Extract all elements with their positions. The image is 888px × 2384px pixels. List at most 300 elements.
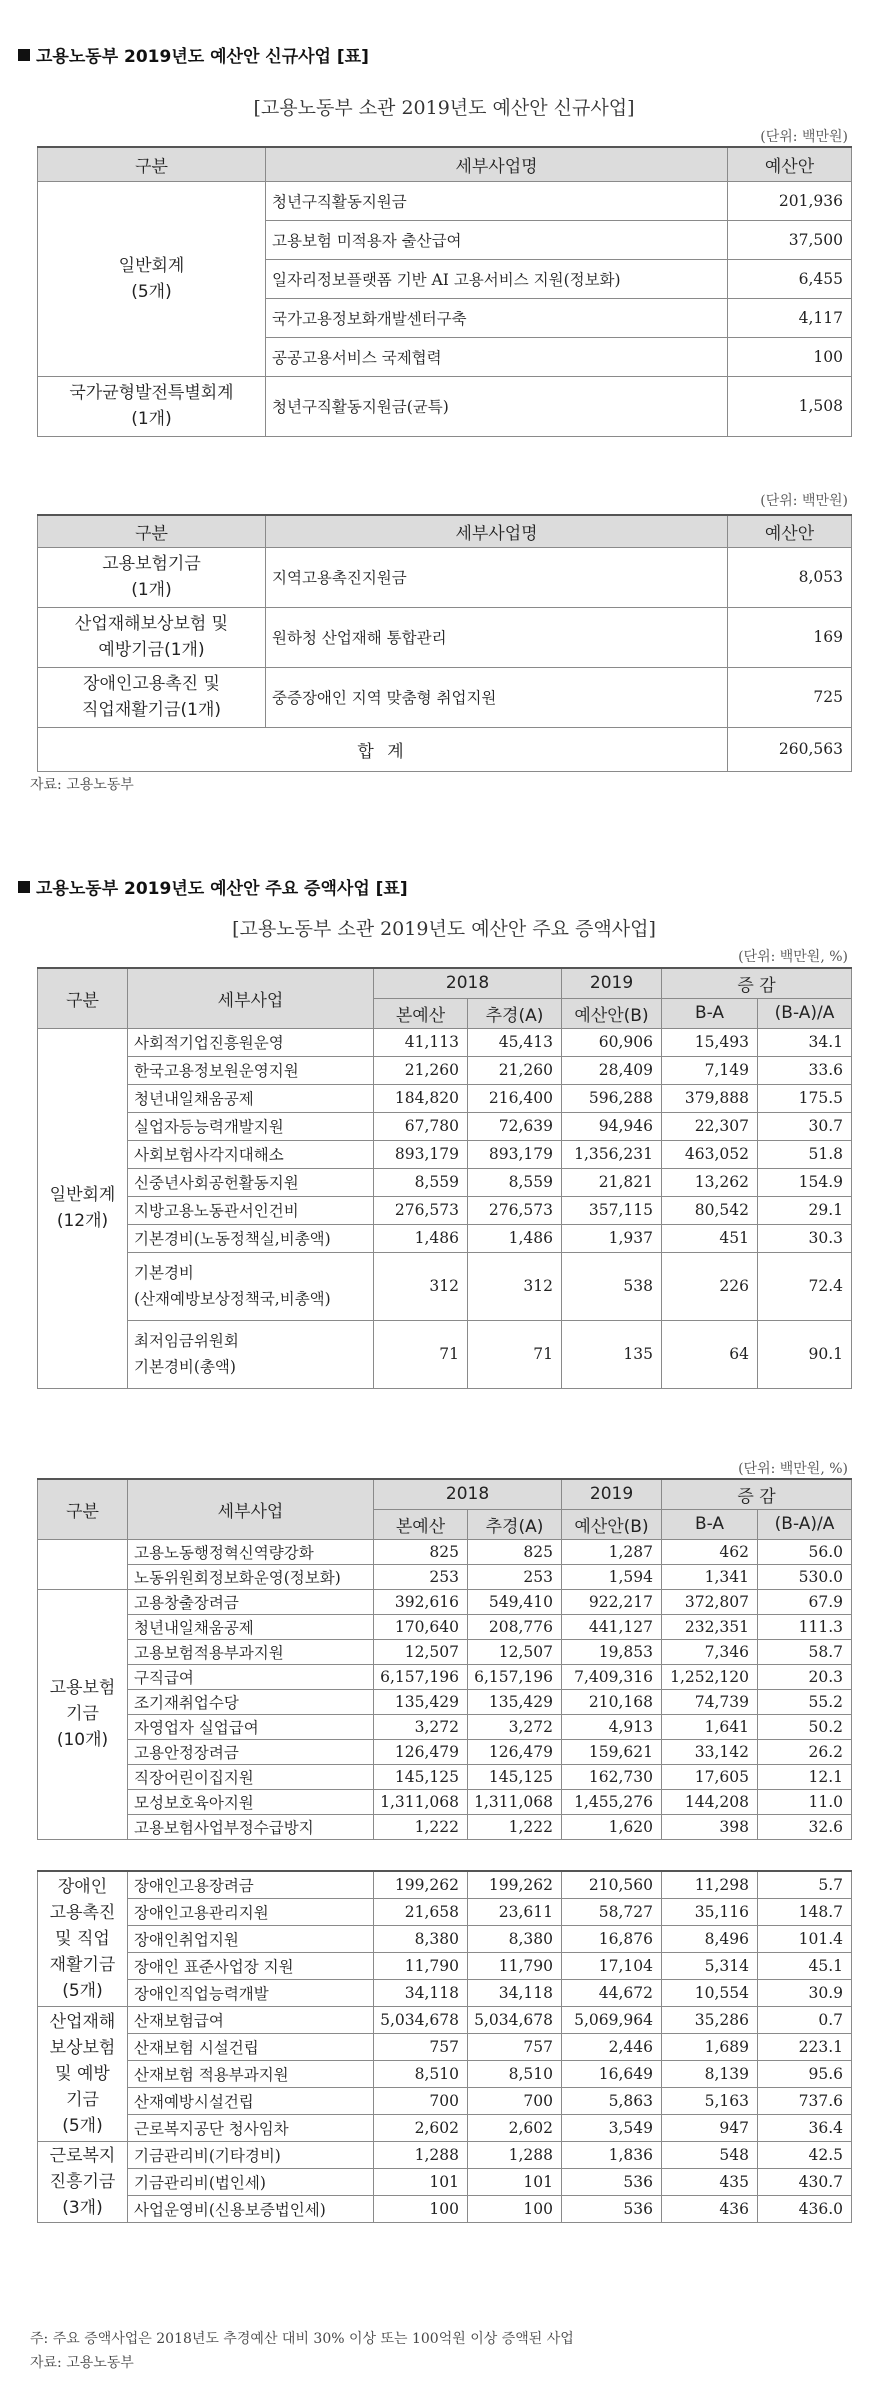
cell-value: 312 xyxy=(468,1252,562,1320)
project-name: 청년구직활동지원금 xyxy=(266,181,728,220)
project-name: 근로복지공단 청사임차 xyxy=(128,2114,374,2141)
cell-value: 15,493 xyxy=(662,1028,758,1056)
category-cell: 근로복지 진흥기금 (3개) xyxy=(38,2141,128,2222)
table-row xyxy=(38,1196,852,1224)
cell-value: 12,507 xyxy=(468,1639,562,1664)
header-bapct: (B-A)/A xyxy=(758,1509,852,1539)
cell-value: 94,946 xyxy=(562,1112,662,1140)
cell-value: 276,573 xyxy=(374,1196,468,1224)
section1-unit: (단위: 백만원) xyxy=(760,129,848,145)
cell-value: 13,262 xyxy=(662,1168,758,1196)
table-row xyxy=(38,2033,852,2060)
project-name: 산재보험 적용부과지원 xyxy=(128,2060,374,2087)
cell-value: 11,298 xyxy=(662,1871,758,1898)
budget-value: 8,053 xyxy=(728,547,852,607)
project-name: 실업자등능력개발지원 xyxy=(128,1112,374,1140)
cell-value: 5,163 xyxy=(662,2087,758,2114)
cell-value: 144,208 xyxy=(662,1789,758,1814)
cell-value: 80,542 xyxy=(662,1196,758,1224)
project-name: 장애인직업능력개발 xyxy=(128,1979,374,2006)
cell-value: 700 xyxy=(468,2087,562,2114)
cell-value: 11.0 xyxy=(758,1789,852,1814)
header-change: 증 감 xyxy=(662,968,852,998)
cell-value: 2,446 xyxy=(562,2033,662,2060)
cell-value: 5,069,964 xyxy=(562,2006,662,2033)
header-saupmyeong: 세부사업명 xyxy=(266,515,728,547)
section2-unit-2: (단위: 백만원, %) xyxy=(738,1461,848,1477)
cell-value: 126,479 xyxy=(374,1739,468,1764)
cell-value: 1,311,068 xyxy=(374,1789,468,1814)
cell-value: 548 xyxy=(662,2141,758,2168)
cell-value: 35,116 xyxy=(662,1898,758,1925)
cell-value: 30.7 xyxy=(758,1112,852,1140)
project-name: 중증장애인 지역 맞춤형 취업지원 xyxy=(266,667,728,727)
header-gubun: 구분 xyxy=(38,1479,128,1539)
project-name: 산재예방시설건립 xyxy=(128,2087,374,2114)
header-yesanan: 예산안 xyxy=(728,147,852,181)
table-row xyxy=(38,1664,852,1689)
cell-value: 42.5 xyxy=(758,2141,852,2168)
cell-value: 5.7 xyxy=(758,1871,852,1898)
cell-value: 34.1 xyxy=(758,1028,852,1056)
cell-value: 41,113 xyxy=(374,1028,468,1056)
project-name: 공공고용서비스 국제협력 xyxy=(266,337,728,376)
cell-value: 825 xyxy=(374,1539,468,1564)
cell-value: 71 xyxy=(374,1320,468,1388)
total-row xyxy=(38,727,852,771)
cell-value: 58,727 xyxy=(562,1898,662,1925)
cell-value: 126,479 xyxy=(468,1739,562,1764)
cell-value: 55.2 xyxy=(758,1689,852,1714)
project-name: 산재보험급여 xyxy=(128,2006,374,2033)
project-name: 장애인취업지원 xyxy=(128,1925,374,1952)
section1-heading: 고용노동부 2019년도 예산안 신규사업 [표] xyxy=(18,42,369,67)
header-saup: 세부사업 xyxy=(128,1479,374,1539)
new-projects-table-b xyxy=(37,514,852,772)
section2-source: 자료: 고용노동부 xyxy=(30,2355,134,2371)
cell-value: 12,507 xyxy=(374,1639,468,1664)
cell-value: 148.7 xyxy=(758,1898,852,1925)
cell-value: 22,307 xyxy=(662,1112,758,1140)
cell-value: 8,510 xyxy=(468,2060,562,2087)
cell-value: 1,455,276 xyxy=(562,1789,662,1814)
header-gubun: 구분 xyxy=(38,968,128,1028)
cell-value: 34,118 xyxy=(468,1979,562,2006)
cell-value: 5,863 xyxy=(562,2087,662,2114)
cell-value: 51.8 xyxy=(758,1140,852,1168)
cell-value: 536 xyxy=(562,2195,662,2222)
cell-value: 12.1 xyxy=(758,1764,852,1789)
cell-value: 175.5 xyxy=(758,1084,852,1112)
cell-value: 3,549 xyxy=(562,2114,662,2141)
header-2018: 2018 xyxy=(374,1479,562,1509)
project-name: 고용노동행정혁신역량강화 xyxy=(128,1539,374,1564)
table-row xyxy=(38,1539,852,1564)
cell-value: 825 xyxy=(468,1539,562,1564)
cell-value: 208,776 xyxy=(468,1614,562,1639)
table-row xyxy=(38,181,852,220)
project-name: 한국고용정보원운영지원 xyxy=(128,1056,374,1084)
cell-value: 1,937 xyxy=(562,1224,662,1252)
increase-projects-table-e xyxy=(37,1870,852,2223)
cell-value: 20.3 xyxy=(758,1664,852,1689)
budget-value: 1,508 xyxy=(728,376,852,436)
cell-value: 6,157,196 xyxy=(468,1664,562,1689)
header-ba: B-A xyxy=(662,998,758,1028)
cell-value: 7,409,316 xyxy=(562,1664,662,1689)
cell-value: 1,287 xyxy=(562,1539,662,1564)
cell-value: 3,272 xyxy=(374,1714,468,1739)
cell-value: 253 xyxy=(374,1564,468,1589)
cell-value: 530.0 xyxy=(758,1564,852,1589)
cell-value: 34,118 xyxy=(374,1979,468,2006)
category-cell: 국가균형발전특별회계 (1개) xyxy=(38,376,266,436)
budget-value: 169 xyxy=(728,607,852,667)
cell-value: 33,142 xyxy=(662,1739,758,1764)
cell-value: 1,252,120 xyxy=(662,1664,758,1689)
project-name: 고용창출장려금 xyxy=(128,1589,374,1614)
cell-value: 30.9 xyxy=(758,1979,852,2006)
cell-value: 451 xyxy=(662,1224,758,1252)
category-cell: 일반회계 (12개) xyxy=(38,1028,128,1388)
project-name: 기금관리비(기타경비) xyxy=(128,2141,374,2168)
cell-value: 1,641 xyxy=(662,1714,758,1739)
cell-value: 101 xyxy=(468,2168,562,2195)
table-row xyxy=(38,1639,852,1664)
cell-value: 1,311,068 xyxy=(468,1789,562,1814)
cell-value: 17,104 xyxy=(562,1952,662,1979)
cell-value: 72.4 xyxy=(758,1252,852,1320)
project-name: 기금관리비(법인세) xyxy=(128,2168,374,2195)
cell-value: 8,559 xyxy=(374,1168,468,1196)
table-row xyxy=(38,1140,852,1168)
category-cell: 산업재해 보상보험 및 예방 기금 (5개) xyxy=(38,2006,128,2141)
header-gubun: 구분 xyxy=(38,147,266,181)
cell-value: 893,179 xyxy=(468,1140,562,1168)
table-header-row xyxy=(38,147,852,181)
cell-value: 1,620 xyxy=(562,1814,662,1839)
table-row xyxy=(38,547,852,607)
project-name: 장애인 표준사업장 지원 xyxy=(128,1952,374,1979)
header-bon: 본예산 xyxy=(374,1509,468,1539)
cell-value: 312 xyxy=(374,1252,468,1320)
cell-value: 71 xyxy=(468,1320,562,1388)
cell-value: 145,125 xyxy=(468,1764,562,1789)
budget-value: 100 xyxy=(728,337,852,376)
cell-value: 372,807 xyxy=(662,1589,758,1614)
table-row xyxy=(38,1589,852,1614)
cell-value: 379,888 xyxy=(662,1084,758,1112)
table-row xyxy=(38,1084,852,1112)
cell-value: 463,052 xyxy=(662,1140,758,1168)
cell-value: 435 xyxy=(662,2168,758,2195)
table-header-row xyxy=(38,968,852,998)
cell-value: 154.9 xyxy=(758,1168,852,1196)
cell-value: 3,272 xyxy=(468,1714,562,1739)
cell-value: 253 xyxy=(468,1564,562,1589)
cell-value: 21,658 xyxy=(374,1898,468,1925)
table-row xyxy=(38,376,852,436)
cell-value: 8,380 xyxy=(468,1925,562,1952)
project-name: 기본경비(노동정책실,비총액) xyxy=(128,1224,374,1252)
cell-value: 947 xyxy=(662,2114,758,2141)
cell-value: 1,486 xyxy=(374,1224,468,1252)
cell-value: 1,836 xyxy=(562,2141,662,2168)
square-bullet-icon xyxy=(18,881,30,893)
cell-value: 1,222 xyxy=(374,1814,468,1839)
category-cell: 장애인고용촉진 및 직업재활기금(1개) xyxy=(38,667,266,727)
category-cell: 장애인 고용촉진 및 직업 재활기금 (5개) xyxy=(38,1871,128,2006)
cell-value: 757 xyxy=(468,2033,562,2060)
table-row xyxy=(38,1320,852,1388)
project-name: 최저임금위원회 기본경비(총액) xyxy=(128,1320,374,1388)
header-yesan: 예산안(B) xyxy=(562,998,662,1028)
table-row xyxy=(38,2195,852,2222)
cell-value: 29.1 xyxy=(758,1196,852,1224)
increase-projects-table-d xyxy=(37,1478,852,1840)
cell-value: 7,149 xyxy=(662,1056,758,1084)
cell-value: 392,616 xyxy=(374,1589,468,1614)
cell-value: 56.0 xyxy=(758,1539,852,1564)
cell-value: 8,139 xyxy=(662,2060,758,2087)
total-label: 합 계 xyxy=(38,727,728,771)
cell-value: 357,115 xyxy=(562,1196,662,1224)
header-2018: 2018 xyxy=(374,968,562,998)
table-row xyxy=(38,1224,852,1252)
header-bapct: (B-A)/A xyxy=(758,998,852,1028)
table-row xyxy=(38,1925,852,1952)
cell-value: 210,560 xyxy=(562,1871,662,1898)
header-saupmyeong: 세부사업명 xyxy=(266,147,728,181)
cell-value: 36.4 xyxy=(758,2114,852,2141)
cell-value: 100 xyxy=(468,2195,562,2222)
project-name: 사업운영비(신용보증법인세) xyxy=(128,2195,374,2222)
project-name: 조기재취업수당 xyxy=(128,1689,374,1714)
cell-value: 1,288 xyxy=(468,2141,562,2168)
cell-value: 6,157,196 xyxy=(374,1664,468,1689)
project-name: 청년내일채움공제 xyxy=(128,1614,374,1639)
table-row xyxy=(38,2087,852,2114)
table-row xyxy=(38,1952,852,1979)
cell-value: 58.7 xyxy=(758,1639,852,1664)
cell-value: 33.6 xyxy=(758,1056,852,1084)
project-name: 고용안정장려금 xyxy=(128,1739,374,1764)
cell-value: 45,413 xyxy=(468,1028,562,1056)
project-name: 고용보험적용부과지원 xyxy=(128,1639,374,1664)
cell-value: 10,554 xyxy=(662,1979,758,2006)
cell-value: 35,286 xyxy=(662,2006,758,2033)
table-row xyxy=(38,1979,852,2006)
table-row xyxy=(38,1028,852,1056)
total-value: 260,563 xyxy=(728,727,852,771)
cell-value: 1,486 xyxy=(468,1224,562,1252)
cell-value: 210,168 xyxy=(562,1689,662,1714)
table-row xyxy=(38,1739,852,1764)
table-row xyxy=(38,1168,852,1196)
header-gubun: 구분 xyxy=(38,515,266,547)
cell-value: 216,400 xyxy=(468,1084,562,1112)
cell-value: 16,876 xyxy=(562,1925,662,1952)
project-name: 고용보험사업부정수급방지 xyxy=(128,1814,374,1839)
cell-value: 60,906 xyxy=(562,1028,662,1056)
cell-value: 223.1 xyxy=(758,2033,852,2060)
square-bullet-icon xyxy=(18,49,30,61)
project-name: 노동위원회정보화운영(정보화) xyxy=(128,1564,374,1589)
cell-value: 44,672 xyxy=(562,1979,662,2006)
table-row xyxy=(38,1056,852,1084)
cell-value: 19,853 xyxy=(562,1639,662,1664)
budget-value: 4,117 xyxy=(728,298,852,337)
section1-unit-2: (단위: 백만원) xyxy=(760,493,848,509)
cell-value: 549,410 xyxy=(468,1589,562,1614)
table-row xyxy=(38,1898,852,1925)
project-name: 직장어린이집지원 xyxy=(128,1764,374,1789)
cell-value: 74,739 xyxy=(662,1689,758,1714)
cell-value: 145,125 xyxy=(374,1764,468,1789)
section2-unit: (단위: 백만원, %) xyxy=(738,949,848,965)
cell-value: 4,913 xyxy=(562,1714,662,1739)
cell-value: 8,496 xyxy=(662,1925,758,1952)
section1-caption: [고용노동부 소관 2019년도 예산안 신규사업] xyxy=(253,97,635,119)
category-cell: 일반회계 (5개) xyxy=(38,181,266,376)
project-name: 모성보호육아지원 xyxy=(128,1789,374,1814)
cell-value: 7,346 xyxy=(662,1639,758,1664)
project-name: 청년내일채움공제 xyxy=(128,1084,374,1112)
category-cell: 산업재해보상보험 및 예방기금(1개) xyxy=(38,607,266,667)
table-row xyxy=(38,1112,852,1140)
new-projects-table-a xyxy=(37,146,852,437)
cell-value: 111.3 xyxy=(758,1614,852,1639)
cell-value: 23,611 xyxy=(468,1898,562,1925)
project-name: 기본경비 (산재예방보상정책국,비총액) xyxy=(128,1252,374,1320)
project-name: 장애인고용장려금 xyxy=(128,1871,374,1898)
header-change: 증 감 xyxy=(662,1479,852,1509)
section1-source: 자료: 고용노동부 xyxy=(30,777,134,793)
header-2019: 2019 xyxy=(562,1479,662,1509)
cell-value: 11,790 xyxy=(468,1952,562,1979)
project-name: 지방고용노동관서인건비 xyxy=(128,1196,374,1224)
table-row xyxy=(38,1871,852,1898)
cell-value: 436.0 xyxy=(758,2195,852,2222)
cell-value: 135,429 xyxy=(468,1689,562,1714)
cell-value: 16,649 xyxy=(562,2060,662,2087)
cell-value: 922,217 xyxy=(562,1589,662,1614)
cell-value: 95.6 xyxy=(758,2060,852,2087)
project-name: 사회적기업진흥원운영 xyxy=(128,1028,374,1056)
table-header-row xyxy=(38,1479,852,1509)
table-row xyxy=(38,1814,852,1839)
cell-value: 462 xyxy=(662,1539,758,1564)
cell-value: 5,314 xyxy=(662,1952,758,1979)
cell-value: 1,288 xyxy=(374,2141,468,2168)
cell-value: 1,222 xyxy=(468,1814,562,1839)
cell-value: 737.6 xyxy=(758,2087,852,2114)
cell-value: 8,559 xyxy=(468,1168,562,1196)
cell-value: 276,573 xyxy=(468,1196,562,1224)
cell-value: 17,605 xyxy=(662,1764,758,1789)
budget-value: 6,455 xyxy=(728,259,852,298)
cell-value: 67,780 xyxy=(374,1112,468,1140)
cell-value: 45.1 xyxy=(758,1952,852,1979)
table-row xyxy=(38,1614,852,1639)
table-row xyxy=(38,2114,852,2141)
cell-value: 135,429 xyxy=(374,1689,468,1714)
table-row xyxy=(38,667,852,727)
section2-heading: 고용노동부 2019년도 예산안 주요 증액사업 [표] xyxy=(18,874,408,899)
category-cell: 고용보험 기금 (10개) xyxy=(38,1589,128,1839)
project-name: 신중년사회공헌활동지원 xyxy=(128,1168,374,1196)
increase-projects-table-c xyxy=(37,967,852,1389)
cell-value: 5,034,678 xyxy=(468,2006,562,2033)
project-name: 구직급여 xyxy=(128,1664,374,1689)
cell-value: 101.4 xyxy=(758,1925,852,1952)
cell-value: 170,640 xyxy=(374,1614,468,1639)
cell-value: 67.9 xyxy=(758,1589,852,1614)
cell-value: 28,409 xyxy=(562,1056,662,1084)
budget-value: 201,936 xyxy=(728,181,852,220)
cell-value: 536 xyxy=(562,2168,662,2195)
table-row xyxy=(38,1689,852,1714)
cell-value: 430.7 xyxy=(758,2168,852,2195)
table-row xyxy=(38,2168,852,2195)
cell-value: 8,380 xyxy=(374,1925,468,1952)
cell-value: 5,034,678 xyxy=(374,2006,468,2033)
cell-value: 50.2 xyxy=(758,1714,852,1739)
cell-value: 21,260 xyxy=(374,1056,468,1084)
cell-value: 32.6 xyxy=(758,1814,852,1839)
section2-caption: [고용노동부 소관 2019년도 예산안 주요 증액사업] xyxy=(232,918,656,940)
project-name: 청년구직활동지원금(균특) xyxy=(266,376,728,436)
header-2019: 2019 xyxy=(562,968,662,998)
cell-value: 100 xyxy=(374,2195,468,2222)
cell-value: 398 xyxy=(662,1814,758,1839)
header-saup: 세부사업 xyxy=(128,968,374,1028)
footnote: 주: 주요 증액사업은 2018년도 추경예산 대비 30% 이상 또는 100억원 이상 증액된 사업 xyxy=(30,2331,574,2347)
cell-value: 90.1 xyxy=(758,1320,852,1388)
cell-value: 199,262 xyxy=(374,1871,468,1898)
cell-value: 1,356,231 xyxy=(562,1140,662,1168)
cell-value: 11,790 xyxy=(374,1952,468,1979)
header-yesanan: 예산안 xyxy=(728,515,852,547)
cell-value: 21,260 xyxy=(468,1056,562,1084)
project-name: 일자리정보플랫폼 기반 AI 고용서비스 지원(정보화) xyxy=(266,259,728,298)
project-name: 장애인고용관리지원 xyxy=(128,1898,374,1925)
budget-value: 37,500 xyxy=(728,220,852,259)
project-name: 국가고용정보화개발센터구축 xyxy=(266,298,728,337)
cell-value: 162,730 xyxy=(562,1764,662,1789)
table-row xyxy=(38,1714,852,1739)
header-bon: 본예산 xyxy=(374,998,468,1028)
project-name: 자영업자 실업급여 xyxy=(128,1714,374,1739)
project-name: 원하청 산업재해 통합관리 xyxy=(266,607,728,667)
cell-value: 1,689 xyxy=(662,2033,758,2060)
cell-value: 135 xyxy=(562,1320,662,1388)
project-name: 지역고용촉진지원금 xyxy=(266,547,728,607)
header-chu: 추경(A) xyxy=(468,998,562,1028)
table-row xyxy=(38,1252,852,1320)
cell-value: 26.2 xyxy=(758,1739,852,1764)
project-name: 산재보험 시설건립 xyxy=(128,2033,374,2060)
header-yesan: 예산안(B) xyxy=(562,1509,662,1539)
table-row xyxy=(38,1789,852,1814)
cell-value: 596,288 xyxy=(562,1084,662,1112)
cell-value: 2,602 xyxy=(468,2114,562,2141)
cell-value: 1,594 xyxy=(562,1564,662,1589)
cell-value: 436 xyxy=(662,2195,758,2222)
table-row xyxy=(38,1564,852,1589)
cell-value: 64 xyxy=(662,1320,758,1388)
cell-value: 2,602 xyxy=(374,2114,468,2141)
